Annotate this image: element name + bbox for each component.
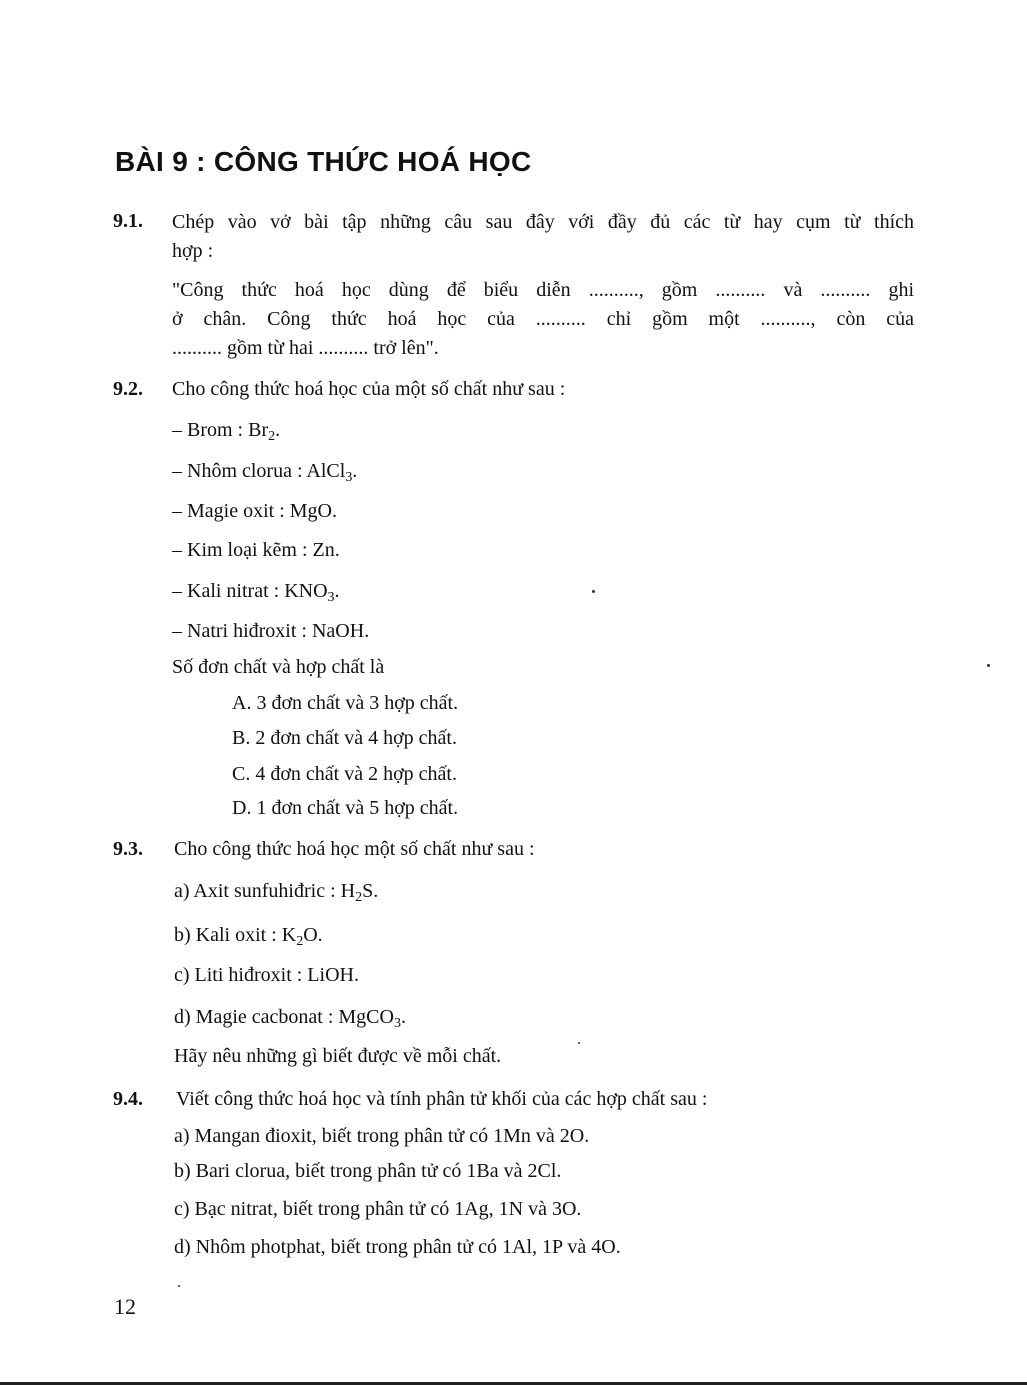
compound-item: – Kim loại kẽm : Zn. [172, 539, 340, 561]
exercise-9-4-item-b: b) Bari clorua, biết trong phân tử có 1Ba và 2Cl. [174, 1160, 562, 1182]
compound-item: b) Kali oxit : $K_2O$. [174, 924, 323, 949]
scan-speck [987, 664, 990, 667]
exercise-9-4-number: 9.4. [113, 1088, 143, 1110]
compound-item: c) Liti hiđroxit : LiOH. [174, 964, 359, 986]
compound-item: d) Magie cacbonat : MgCO$_3$. [174, 1006, 406, 1031]
compound-item: a) Axit sunfuhiđric : $H_2S$. [174, 880, 379, 905]
exercise-9-2-intro: Cho công thức hoá học của một số chất như sau : [172, 378, 566, 400]
exercise-9-4-item-d: d) Nhôm photphat, biết trong phân tử có 1Al, 1P và 4O. [174, 1236, 621, 1258]
compound-item: – Brom : $Br_2$. [172, 419, 281, 444]
compound-item: – Natri hiđroxit : NaOH. [172, 620, 370, 642]
exercise-9-1-quote-line2: ở chân. Công thức hoá học của .......... chỉ gồm một .........., còn của [172, 308, 914, 330]
compound-item: – Nhôm clorua : AlCl$_3$. [172, 460, 358, 485]
answer-option-b: B. 2 đơn chất và 4 hợp chất. [232, 727, 457, 749]
exercise-9-3-number: 9.3. [113, 838, 143, 860]
scan-speck [592, 590, 595, 593]
answer-option-d: D. 1 đơn chất và 5 hợp chất. [232, 797, 459, 819]
exercise-9-1-quote [172, 276, 914, 363]
exercise-9-4-item-a: a) Mangan đioxit, biết trong phân tử có 1Mn và 2O. [174, 1125, 590, 1147]
compound-item: – Kali nitrat : $KNO_3$. [172, 580, 340, 605]
exercise-9-2-number: 9.2. [113, 378, 143, 400]
exercise-9-4-intro: Viết công thức hoá học và tính phân tử khối của các hợp chất sau : [176, 1088, 708, 1110]
exercise-9-4-item-c: c) Bạc nitrat, biết trong phân tử có 1Ag, 1N và 3O. [174, 1198, 582, 1220]
exercise-9-3-intro: Cho công thức hoá học một số chất như sau : [174, 838, 535, 860]
exercise-9-1-intro [172, 208, 914, 266]
compound-item: – Magie oxit : MgO. [172, 500, 337, 522]
answer-option-c: C. 4 đơn chất và 2 hợp chất. [232, 763, 457, 785]
exercise-9-2-question: Số đơn chất và hợp chất là [172, 656, 385, 678]
scan-speck [178, 1285, 180, 1287]
exercise-9-1-quote-line1: "Công thức hoá học dùng để biểu diễn .........., gồm .......... và .......... ghi [172, 279, 914, 301]
exercise-9-3-question: Hãy nêu những gì biết được về mỗi chất. [174, 1045, 502, 1067]
lesson-title: BÀI 9 : CÔNG THỨC HOÁ HỌC [115, 146, 532, 177]
answer-option-a: A. 3 đơn chất và 3 hợp chất. [232, 692, 459, 714]
exercise-9-1-intro-line1: Chép vào vở bài tập những câu sau đây với đầy đủ các từ hay cụm từ thích [172, 211, 914, 233]
page-number: 12 [114, 1294, 136, 1319]
exercise-9-1-quote-line3: .......... gồm từ hai .......... trở lên". [172, 337, 439, 359]
exercise-9-1-intro-line2: hợp : [172, 240, 214, 262]
exercise-9-1-number: 9.1. [113, 210, 143, 232]
scan-speck [578, 1042, 580, 1044]
